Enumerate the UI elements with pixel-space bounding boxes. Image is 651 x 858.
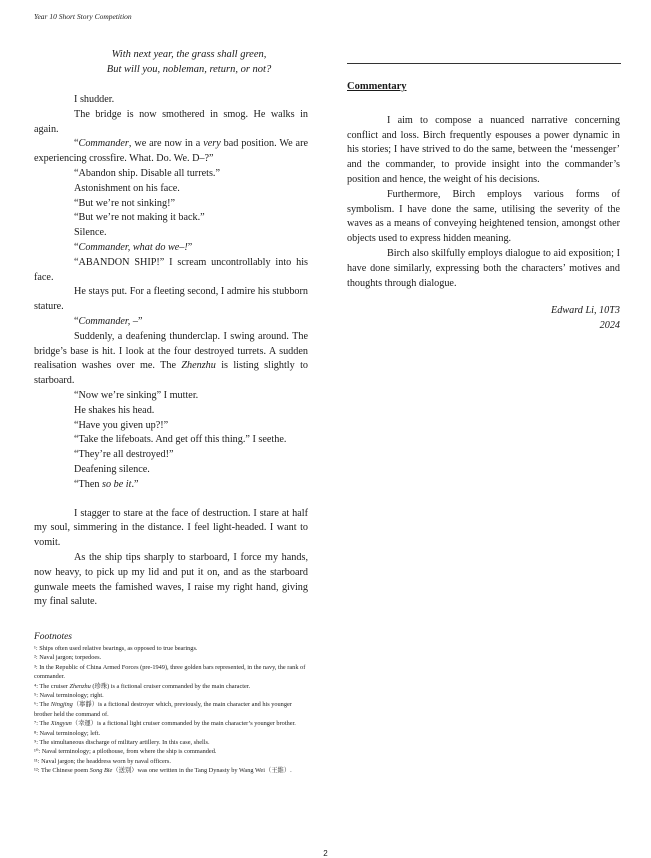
italic-text: Commander, what do we–!: [78, 241, 188, 253]
story-paragraph: [34, 108, 308, 138]
text-run: ⁴: The cruiser: [34, 682, 70, 690]
footnote-item: [34, 766, 306, 775]
text-run: As the ship tips sharply to starboard, I force my hands, now heavy, to pick up my lid and put it on, and as the starboard gunwale meets the famished waves, I raise my right hand, giving my final salute.: [34, 551, 308, 608]
text-run: ¹: Ships often used relative bearings, as opposed to true bearings.: [34, 645, 198, 652]
story-paragraph: [34, 93, 308, 108]
text-run: “Have you given up?!”: [74, 419, 169, 431]
story-paragraph: [34, 419, 308, 434]
text-run: “: [74, 315, 79, 327]
footnotes-title: Footnotes: [34, 632, 72, 642]
italic-text: Commander, –: [78, 315, 138, 327]
text-run: ¹⁰: Naval terminology; a pilothouse, from where the ship is commanded.: [34, 748, 217, 756]
commentary-divider: [347, 63, 621, 64]
text-run: （送別）was one written in the Tang Dynasty by Wang Wei（王維）.: [112, 767, 292, 775]
italic-text: Xingyun: [50, 720, 72, 728]
text-run: ”: [137, 315, 143, 327]
story-paragraph: [34, 226, 308, 241]
footnote-item: [34, 700, 306, 719]
footnote-item: [34, 644, 306, 653]
text-run: .”: [131, 478, 139, 490]
text-run: Silence.: [74, 227, 107, 239]
footnotes-section: [34, 631, 306, 776]
story-paragraph: [34, 211, 308, 226]
footnote-item: [34, 653, 306, 662]
text-run: ⁹: The simultaneous discharge of military artillery. In this case, shells.: [34, 739, 210, 747]
italic-text: very: [203, 138, 221, 150]
commentary-paragraph: I aim to compose a nuanced narrative concerning conflict and loss. Birch frequently espouses a power dynamic in his stories; I have strived to do the same, between the ‘messenger’ and the commander, to provide insight into the commander’s position and hence, the weight of his decisions.: [347, 114, 620, 185]
footnote-item: [34, 729, 306, 738]
commentary-paragraph: Furthermore, Birch employs various forms of symbolism. I have done the same, utilising the severity of the waves as a means of conveying heightened tension, amongst other objects used to express hidden meaning.: [347, 188, 620, 245]
text-run: The bridge is now smothered in smog. He walks in again.: [34, 108, 308, 135]
footnote-item: [34, 757, 306, 766]
story-paragraph: [34, 241, 308, 256]
text-run: “Now we’re sinking” I mutter.: [74, 389, 199, 401]
text-run: （幸運）is a fictional light cruiser commanded by the main character’s younger brother.: [71, 720, 296, 728]
text-run: “: [74, 241, 79, 253]
commentary-title: Commentary: [347, 81, 407, 92]
story-paragraph: [34, 197, 308, 212]
footnote-item: [34, 691, 306, 700]
text-run: ²: Naval jargon; torpedoes.: [34, 654, 102, 662]
text-run: Astonishment on his face.: [74, 182, 180, 194]
author-year: 2024: [599, 320, 620, 331]
commentary-section: [347, 80, 620, 291]
story-paragraph: [34, 433, 308, 448]
text-run: Suddenly, a deafening thunderclap. I swing around. The bridge’s base is hit. I look at the four destroyed turrets. A sudden realisation washes over me. The: [34, 330, 308, 372]
footnote-item: [34, 682, 306, 691]
italic-text: Zhenzhu: [69, 682, 91, 690]
story-paragraph: [34, 551, 308, 610]
italic-text: Zhenzhu: [181, 360, 216, 372]
text-run: ⁶: The: [34, 701, 51, 709]
text-run: ¹²: The Chinese poem: [34, 767, 90, 775]
footnote-item: [34, 738, 306, 747]
italic-text: so be it: [102, 478, 132, 490]
text-run: He shakes his head.: [74, 404, 155, 416]
italic-text: Song Bie: [89, 767, 113, 775]
text-run: He stays put. For a fleeting second, I admire his stubborn stature.: [34, 286, 308, 313]
story-paragraph: [34, 285, 308, 315]
commentary-paragraph: Birch also skilfully employs dialogue to aid exposition; I have done similarly, expressing both the characters’ motives and thoughts through dialogue.: [347, 247, 620, 289]
story-body: [34, 93, 308, 610]
text-run: “They’re all destroyed!”: [74, 449, 174, 461]
text-run: ³: In the Republic of China Armed Forces (pre-1949), three golden bars represented, in the navy, the rank of commander.: [34, 663, 306, 681]
story-paragraph: [34, 330, 308, 389]
text-run: I shudder.: [74, 94, 115, 105]
italic-text: Ningjing: [50, 701, 73, 709]
text-run: ⁵: Naval terminology; right.: [34, 692, 104, 700]
text-run: “Abandon ship. Disable all turrets.”: [74, 167, 220, 179]
text-run: “But we’re not making it back.”: [74, 212, 205, 224]
poem-line: But will you, nobleman, return, or not?: [106, 64, 272, 75]
italic-text: Commander: [78, 138, 129, 150]
story-paragraph: [34, 463, 308, 478]
text-run: “Then: [74, 478, 103, 490]
text-run: “But we’re not sinking!”: [74, 197, 175, 209]
footnote-item: [34, 663, 306, 682]
story-paragraph: [34, 167, 308, 182]
author-name: Edward Li, 10T3: [551, 305, 620, 316]
story-paragraph: [34, 182, 308, 197]
text-run: “: [74, 138, 79, 150]
page-number: 2: [323, 849, 328, 858]
footnotes-list: [34, 644, 306, 776]
text-run: ”: [187, 241, 193, 253]
story-paragraph: [34, 137, 308, 167]
story-paragraph: [34, 404, 308, 419]
text-run: （寧靜）is a fictional destroyer which, previously, the main character and his younger brother held the command of.: [34, 701, 292, 718]
story-paragraph: [34, 389, 308, 404]
text-run: ⁸: Naval terminology; left.: [34, 729, 101, 737]
footnote-item: [34, 719, 306, 728]
text-run: I stagger to stare at the face of destruction. I stare at half my soul, simmering in the distance. I feel light-headed. I want to vomit.: [34, 507, 308, 549]
text-run: is listing slightly to starboard.: [34, 360, 308, 387]
poem-line: With next year, the grass shall green,: [111, 49, 267, 60]
text-run: ⁷: The: [34, 720, 51, 728]
story-paragraph: [34, 448, 308, 463]
text-run: (珍珠) is a fictional cruiser commanded by the main character.: [90, 682, 251, 690]
footnote-item: [34, 747, 306, 756]
text-run: “ABANDON SHIP!” I scream uncontrollably into his face.: [34, 256, 308, 283]
running-header: Year 10 Short Story Competition: [34, 12, 132, 21]
author-signature: [470, 303, 620, 333]
story-paragraph: [34, 507, 308, 551]
text-run: “Take the lifeboats. And get off this thing.” I seethe.: [74, 434, 287, 446]
story-paragraph: [34, 256, 308, 286]
text-run: bad position. We are experiencing crossfire. What. Do. We. D–?”: [34, 138, 308, 165]
text-run: ¹¹: Naval jargon; the headdress worn by naval officers.: [34, 757, 171, 765]
epigraph-poem: [34, 47, 344, 77]
story-paragraph: [34, 315, 308, 330]
text-run: , we are now in a: [128, 138, 204, 150]
story-paragraph: [34, 478, 308, 493]
text-run: Deafening silence.: [74, 463, 150, 475]
